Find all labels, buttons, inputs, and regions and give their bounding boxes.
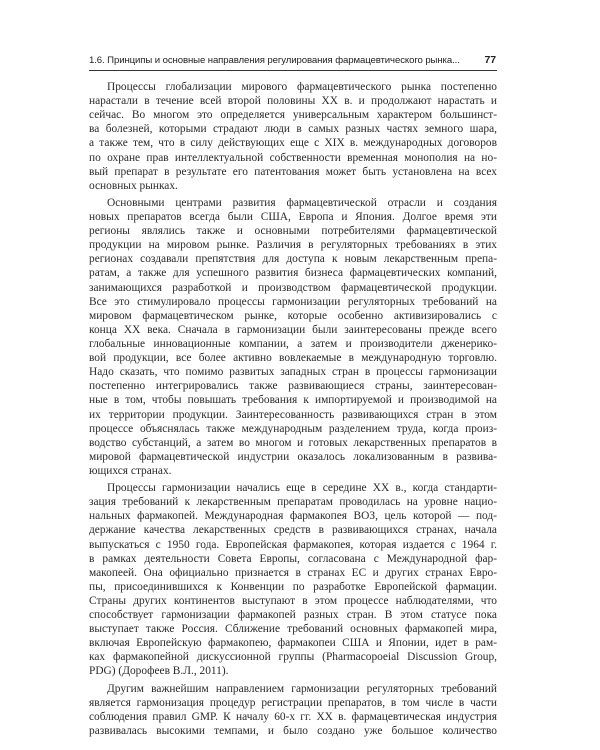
text-line: нальных фармакопей. Международная фармакопея ВОЗ, цель которой — под-: [89, 510, 497, 523]
text-line: новых препаратов всегда были США, Европа и Япония. Долгое время эти: [89, 210, 497, 223]
text-line: их территории продукции. Заинтересованность развивающихся стран в этом: [89, 408, 497, 421]
text-line: водство субстанций, а затем во многом и готовых лекарственных препаратов в: [89, 436, 497, 449]
text-line: процессе объяснялась также международным разделением труда, когда произ-: [89, 422, 497, 435]
page-number: 77: [484, 54, 496, 66]
text-line: держание качества лекарственных средств в развивающихся странах, начала: [89, 524, 497, 537]
text-line: ющихся странах.: [89, 464, 172, 477]
text-line: Процессы глобализации мирового фармацевтического рынка постепенно: [107, 81, 497, 93]
text-line: в рамках деятельности Совета Европы, согласована с Международной фар-: [89, 552, 497, 565]
paragraph: [89, 80, 497, 193]
text-line: а также тем, что в силу действующих еще с XIX в. международных договоров: [89, 137, 497, 150]
text-line: регионах создавали препятствия для доступа к новым лекарственным препа-: [89, 253, 497, 266]
running-header: [89, 52, 497, 71]
running-header-title: 1.6. Принципы и основные направления регулирования фармацевтического рынка...: [89, 55, 460, 66]
text-line: включая Европейскую фармакопею, фармакопеи США и Японии, идет в рам-: [89, 637, 497, 650]
text-line: выпускаться с 1950 года. Европейская фармакопея, которая издается с 1964 г.: [89, 538, 497, 551]
text-line: выступает также Россия. Сближение требований основных фармакопей мира,: [89, 623, 497, 636]
text-line: нарастали в течение всей второй половины XX в. и продолжают нарастать и: [89, 95, 497, 108]
text-line: регионы являлись также и основными потребителями фармацевтической: [89, 225, 497, 238]
text-line: мировом фармацевтическом рынке, которые особенно активизировались с: [89, 309, 497, 322]
text-line: конца XX века. Сначала в гармонизации были заинтересованы прежде всего: [89, 323, 497, 336]
text-line: занимающихся разработкой и производством фармацевтической продукции.: [89, 281, 497, 294]
text-line: Основными центрами развития фармацевтической отрасли и создания: [107, 196, 497, 209]
paragraph: [89, 481, 497, 679]
text-line: Все это стимулировало процессы гармонизации регуляторных требований на: [89, 295, 497, 308]
text-line: мировой фармацевтической индустрии оказалось локализованным в развива-: [89, 450, 497, 463]
text-line: ках фармакопейной дискуссионной группы (Pharmacopoeial Discussion Group,: [89, 651, 497, 664]
body-text: [89, 80, 497, 738]
text-line: пы, присоединившихся к Конвенции по разработке Европейской фармации.: [89, 580, 497, 593]
text-line: постепенно интегрировались также развивающиеся страны, заинтересован-: [89, 380, 497, 393]
text-line: зация требований к лекарственным препаратам проводилась на уровне нацио-: [89, 496, 497, 509]
text-line: соблюдения правил GMP. К началу 60-х гг. XX в. фармацевтическая индустрия: [89, 710, 497, 723]
text-line: ные в том, чтобы повышать требования к импортируемой и производимой на: [89, 394, 497, 407]
text-line: продукции на мировом рынке. Различия в регуляторных требованиях в этих: [89, 239, 497, 252]
text-line: способствует гармонизации фармакопей разных стран. В этом статусе пока: [89, 609, 497, 622]
text-line: Страны других континентов выступают в этом процессе наблюдателями, что: [89, 594, 497, 607]
text-line: является гармонизация процедур регистрации препаратов, в том числе в части: [89, 696, 497, 709]
text-line: ва болезней, которыми страдают люди в самых разных частях земного шара,: [89, 123, 497, 136]
text-line: вой продукции, все более активно вовлекаемые в международную торговлю.: [89, 352, 497, 365]
text-line: вый препарат в результате его патентования может быть установлена на всех: [89, 165, 497, 178]
text-line: развивалась высокими темпами, и было создано уже большое количество: [89, 724, 497, 737]
text-line: Другим важнейшим направлением гармонизации регуляторных требований: [107, 682, 497, 695]
text-line: ратам, а также для успешного развития бизнеса фармацевтических компаний,: [89, 267, 497, 280]
text-line: основных рынках.: [89, 179, 178, 192]
text-line: Надо сказать, что помимо развитых западных стран в процессы гармонизации: [89, 366, 497, 379]
paragraph: [89, 196, 497, 478]
text-line: сейчас. Во многом это определяется универсальным характером большинст-: [89, 109, 497, 122]
text-line: макопеей. Она официально признается в странах ЕС и других странах Евро-: [89, 566, 497, 579]
paragraph: [89, 682, 497, 738]
text-line: PDG) (Дорофеев В.Л., 2011).: [89, 665, 229, 678]
text-line: по охране прав интеллектуальной собственности временная монополия на но-: [89, 151, 497, 164]
text-line: глобальные инновационные компании, а затем и производители дженерико-: [89, 337, 497, 350]
text-line: Процессы гармонизации начались еще в середине XX в., когда стандарти-: [107, 482, 497, 495]
